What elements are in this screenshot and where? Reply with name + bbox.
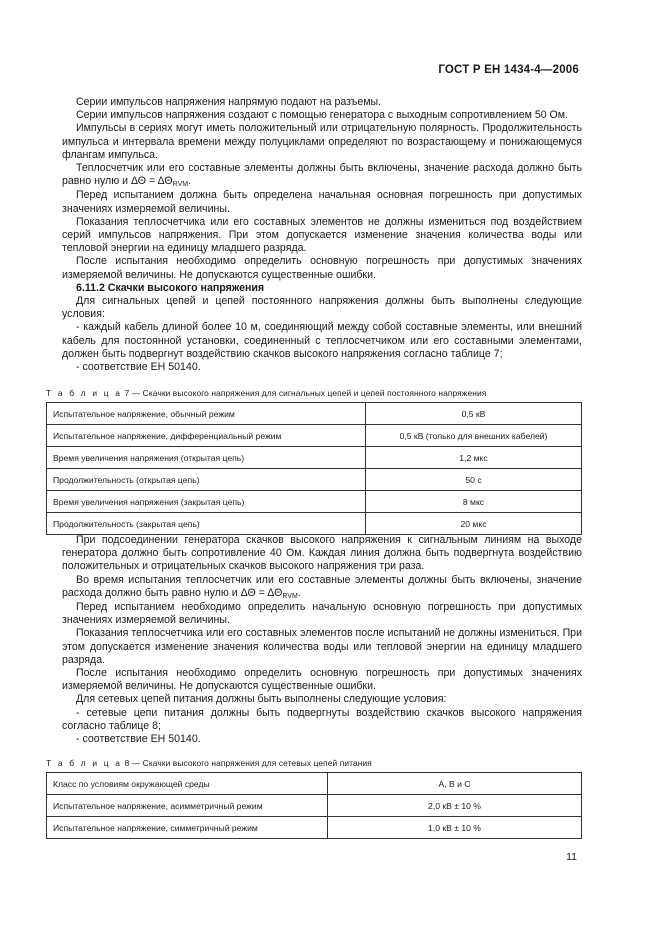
list-item: - сетевые цепи питания должны быть подвергнуты воздействию скачков высокого напряжения согласно таблице 8; [62, 706, 582, 732]
table-row [47, 795, 582, 817]
paragraph-text: Теплосчетчик или его составные элементы должны быть включены, значение расхода должно быть равно нулю и [62, 162, 582, 188]
table-row [47, 469, 582, 491]
table-cell: Испытательное напряжение, обычный режим [47, 403, 366, 425]
formula: ΔΘ = ΔΘ [240, 586, 283, 599]
table-7-block [46, 388, 582, 535]
table-cell: Класс по условиям окружающей среды [47, 773, 328, 795]
table-cell: 0,5 кВ (только для внешних кабелей) [366, 425, 582, 447]
table-8-block [46, 758, 582, 839]
table-row [47, 447, 582, 469]
list-item: - соответствие ЕН 50140. [76, 361, 201, 374]
table-8 [46, 772, 582, 839]
table-caption-text: 7 — Скачки высокого напряжения для сигнальных цепей и цепей постоянного напряжения [124, 388, 487, 398]
table-caption-text: 8 — Скачки высокого напряжения для сетевых цепей питания [124, 758, 372, 768]
paragraph: После испытания необходимо определить основную погрешность при допустимых значениях измеряемой величины. Не допускаются существенные ошибки. [62, 667, 582, 693]
formula-end: . [297, 586, 301, 599]
table-row [47, 425, 582, 447]
table-cell: Испытательное напряжение, симметричный режим [47, 817, 328, 839]
formula: ΔΘ = ΔΘ [130, 175, 173, 188]
list-item: - каждый кабель длиной более 10 м, соединяющий между собой составные элементы, или внешний кабель для постоянной установки, соединенный с теплосчетчиком или его составными элементами, должен быть подвергнут воздействию скачков высокого напряжения согласно таблице 7; [62, 321, 582, 360]
page-number: 11 [566, 851, 577, 863]
formula-end: . [188, 175, 192, 188]
paragraph: Серии импульсов напряжения создают с помощью генератора с выходным сопротивлением 50 Ом. [76, 109, 569, 122]
table-cell: 50 с [366, 469, 582, 491]
table-cell: 20 мкс [366, 513, 582, 535]
paragraph-zero-flow-condition [62, 162, 582, 189]
table-cell: 8 мкс [366, 491, 582, 513]
table-cell: Испытательное напряжение, дифференциальный режим [47, 425, 366, 447]
table-7 [46, 402, 582, 535]
paragraph: После испытания необходимо определить основную погрешность при допустимых значениях измеряемой величины. Не допускаются существенные ошибки. [62, 255, 582, 281]
table-row [47, 403, 582, 425]
table-cell: 1,0 кВ ± 10 % [328, 817, 582, 839]
table-row [47, 773, 582, 795]
paragraph: Перед испытанием должна быть определена начальная основная погрешность при допустимых значениях измеряемой величины. [62, 189, 582, 215]
table-label: Т а б л и ц а [46, 388, 123, 398]
table-cell: А, В и С [328, 773, 582, 795]
table-cell: 2,0 кВ ± 10 % [328, 795, 582, 817]
table-caption [46, 758, 582, 768]
paragraph: Перед испытанием необходимо определить начальную основную погрешность при допустимых значениях измеряемой величины. [62, 601, 582, 627]
formula-subscript: RVM [282, 592, 298, 600]
table-cell: Испытательное напряжение, асимметричный режим [47, 795, 328, 817]
table-cell: 1,2 мкс [366, 447, 582, 469]
paragraph-text: Во время испытания теплосчетчик или его составные элементы должны быть включены, значение расхода должно быть равно нулю и [62, 573, 582, 599]
text-block-2 [62, 534, 582, 746]
table-row [47, 513, 582, 535]
paragraph: Импульсы в сериях могут иметь положительный или отрицательную полярность. Продолжительность импульса и интервала времени между полуциклами определяют по возрастающему и понижающемуся флангам импульса. [62, 122, 582, 161]
paragraph: Для сетевых цепей питания должны быть выполнены следующие условия: [76, 693, 447, 706]
table-caption [46, 388, 582, 398]
table-row [47, 491, 582, 513]
text-block-1 [62, 96, 582, 374]
paragraph: Показания теплосчетчика или его составных элементов не должны измениться под воздействием серий импульсов напряжения. При этом допускается изменение значения количества воды или тепловой энергии на единицу младшего разряда. [62, 215, 582, 255]
paragraph: При подсоединении генератора скачков высокого напряжения к сигнальным линиям на выходе генератора должно быть сопротивление 40 Ом. Каждая линия должна быть подвергнута воздействию положительных и отрицательных скачков высокого напряжения три раза. [62, 534, 582, 573]
table-cell: Продолжительность (открытая цепь) [47, 469, 366, 491]
paragraph-zero-flow-condition [62, 574, 582, 601]
document-id-header: ГОСТ Р ЕН 1434-4—2006 [438, 64, 579, 76]
table-cell: Время увеличения напряжения (открытая цепь) [47, 447, 366, 469]
table-row [47, 817, 582, 839]
table-cell: 0,5 кВ [366, 403, 582, 425]
formula-subscript: RVM [172, 181, 189, 189]
list-item: - соответствие ЕН 50140. [76, 733, 201, 746]
paragraph: Серии импульсов напряжения напрямую подают на разъемы. [76, 96, 382, 108]
table-label: Т а б л и ц а [46, 758, 123, 768]
paragraph: Для сигнальных цепей и цепей постоянного напряжения должны быть выполнены следующие условия: [62, 295, 582, 321]
table-cell: Продолжительность (закрытая цепь) [47, 513, 366, 535]
section-heading: 6.11.2 Скачки высокого напряжения [76, 281, 265, 294]
table-cell: Время увеличения напряжения (закрытая цепь) [47, 491, 366, 513]
paragraph: Показания теплосчетчика или его составных элементов после испытаний не должны измениться. При этом допускается изменение значения количества воды или тепловой энергии на единицу младшего разряда. [62, 627, 582, 666]
